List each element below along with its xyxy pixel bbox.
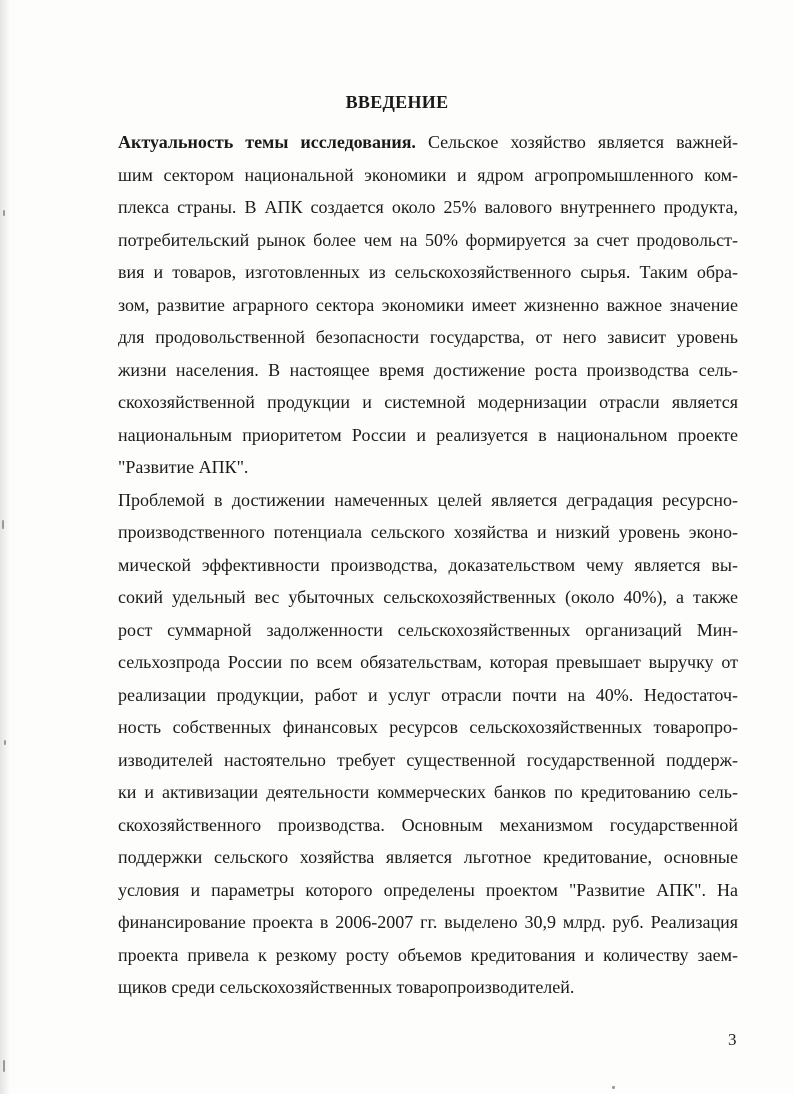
section-heading: ВВЕДЕНИЕ xyxy=(345,92,449,112)
text-line: проекта привела к резкому росту объемов кредитования и количеству заем- xyxy=(118,944,738,965)
text-line: Проблемой в достижении намеченных целей является деградация ресурсно- xyxy=(118,489,738,510)
text-line: мической эффективности производства, доказательством чему является вы- xyxy=(118,554,738,575)
text-line: скохозяйственного производства. Основным механизмом государственной xyxy=(118,814,738,835)
text-line: плекса страны. В АПК создается около 25% валового внутреннего продукта, xyxy=(118,197,738,217)
scan-speck xyxy=(612,1086,615,1089)
page-number: 3 xyxy=(728,1030,737,1049)
text-line: национальным приоритетом России и реализуется в национальном проекте xyxy=(118,424,738,445)
scan-speck xyxy=(3,210,5,216)
text-line: жизни населения. В настоящее время достижение роста производства сель- xyxy=(118,359,738,380)
text-line: поддержки сельского хозяйства является льготное кредитование, основные xyxy=(118,847,738,867)
text-line: производственного потенциала сельского хозяйства и низкий уровень эконо- xyxy=(118,522,738,542)
text-line: скохозяйственной продукции и системной модернизации отрасли является xyxy=(118,392,738,412)
text-line: рост суммарной задолженности сельскохозяйственных организаций Мин- xyxy=(118,619,738,640)
scan-speck xyxy=(2,520,4,529)
text-line: ки и активизации деятельности коммерческих банков по кредитованию сель- xyxy=(118,782,738,802)
text-line: условия и параметры которого определены проектом "Развитие АПК". На xyxy=(118,879,738,900)
text-line: изводителей настоятельно требует существенной государственной поддерж- xyxy=(118,749,738,770)
text-line: шим сектором национальной экономики и ядром агропромышленного ком- xyxy=(118,164,738,185)
text-line: для продовольственной безопасности государства, от него зависит уровень xyxy=(118,327,738,347)
text-line: зом, развитие аграрного сектора экономики имеет жизненно важное значение xyxy=(118,294,738,315)
scan-speck xyxy=(4,740,6,745)
text-line: потребительский рынок более чем на 50% формируется за счет продовольст- xyxy=(118,229,738,250)
text-line: щиков среди сельскохозяйственных товаропроизводителей. xyxy=(118,977,575,997)
scan-speck xyxy=(3,1060,5,1072)
text-line: "Развитие АПК". xyxy=(118,457,249,477)
text-line: ность собственных финансовых ресурсов сельскохозяйственных товаропро- xyxy=(118,717,738,737)
text-line: сокий удельный вес убыточных сельскохозяйственных (около 40%), а также xyxy=(118,587,738,607)
text-line xyxy=(118,126,738,159)
scan-edge-shadow xyxy=(0,0,10,1094)
text-line: реализации продукции, работ и услуг отрасли почти на 40%. Недостаточ- xyxy=(118,684,738,705)
body-text xyxy=(118,126,738,1004)
text-line: вия и товаров, изготовленных из сельскохозяйственного сырья. Таким обра- xyxy=(118,262,738,282)
lead-in-bold: Актуальность темы исследования. xyxy=(118,132,416,152)
text-line-rest: Сельское хозяйство является важней- xyxy=(427,132,738,152)
text-line: финансирование проекта в 2006-2007 гг. выделено 30,9 млрд. руб. Реализация xyxy=(118,912,738,932)
text-line: сельхозпрода России по всем обязательствам, которая превышает выручку от xyxy=(118,652,738,672)
